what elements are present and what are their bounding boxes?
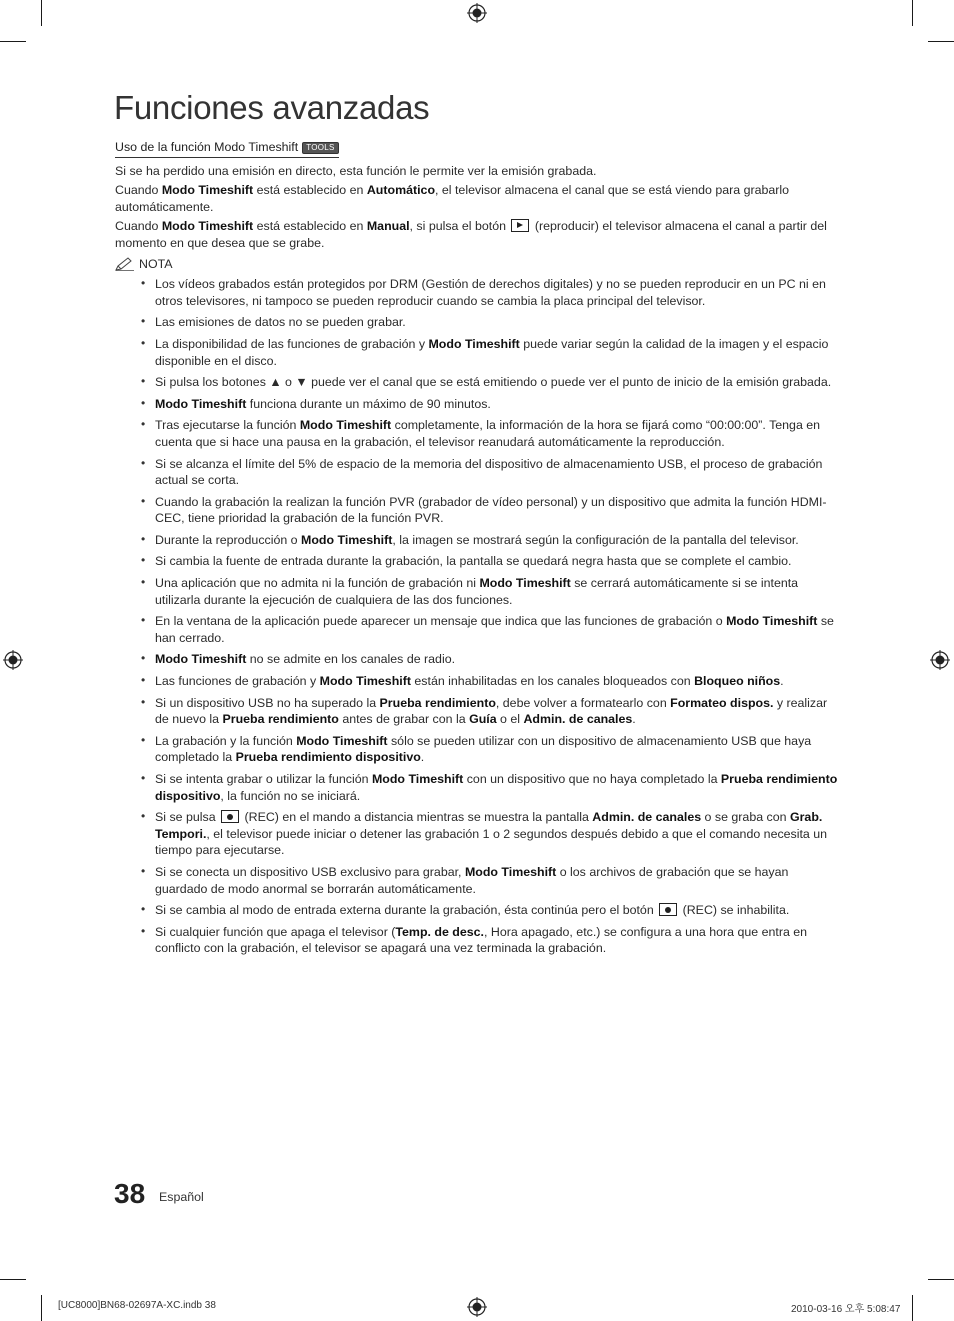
crop-mark	[928, 41, 954, 42]
note-text: o se graba con	[701, 810, 790, 825]
crop-mark	[0, 1279, 26, 1280]
note-text: no se admite en los canales de radio.	[246, 652, 456, 667]
note-term: Temp. de desc.	[395, 924, 484, 939]
print-slug-date: 2010-03-16 오후 5:08:47	[791, 1304, 901, 1315]
note-text: o los archivos de grabación que se hayan guardado de modo anormal se borrarán automáticamente.	[155, 864, 789, 896]
note-heading	[115, 256, 840, 273]
note-text: se cerrará automáticamente si se intenta utilizarla durante la ejecución de cualquiera de las dos funciones.	[155, 576, 799, 607]
note-text: Cuando la grabación la realizan la función PVR (grabador de vídeo personal) y un dispositivo que admita la función HDMI-CEC, tiene prioridad la grabación de la función PVR.	[155, 494, 827, 526]
pencil-note-icon	[115, 257, 135, 271]
note-term: Modo Timeshift	[371, 772, 464, 786]
section-heading	[115, 139, 339, 158]
note-text: Si cambia la fuente de entrada durante la grabación, la pantalla se quedará negra hasta que se complete el cambio.	[155, 554, 792, 569]
note-text: Si se intenta grabar o utilizar la función	[155, 772, 372, 786]
page-number: 38	[114, 1178, 146, 1209]
note-item	[115, 771, 840, 804]
note-text: La disponibilidad de las funciones de grabación y	[155, 336, 429, 351]
play-button-icon	[511, 219, 529, 232]
print-slug-file: [UC8000]BN68-02697A-XC.indb 38	[58, 1300, 216, 1311]
note-term: Modo Timeshift	[319, 674, 411, 689]
note-term: Bloqueo niños	[694, 674, 781, 689]
note-term: Modo Timeshift	[155, 396, 247, 411]
note-text: se han cerrado.	[155, 614, 834, 645]
page-title: Funciones avanzadas	[114, 89, 430, 126]
note-text: Si se cambia al modo de entrada externa durante la grabación, ésta continúa pero el botón	[155, 903, 658, 918]
note-label: NOTA	[139, 256, 173, 271]
note-text: Si pulsa los botones ▲ o ▼ puede ver el canal que se está emitiendo o puede ver el punto de inicio de la emisión grabada.	[155, 375, 832, 390]
note-item	[115, 336, 840, 369]
note-text: y realizar de nuevo la	[155, 695, 828, 727]
note-text: puede variar según la calidad de la imagen y el espacio disponible en el disco.	[155, 336, 829, 368]
note-text: Si un dispositivo USB no ha superado la	[155, 695, 380, 710]
note-item	[115, 314, 840, 331]
note-item	[115, 396, 840, 413]
tools-badge: TOOLS	[302, 142, 338, 154]
note-text: .	[780, 674, 784, 689]
note-term: Modo Timeshift	[155, 652, 247, 667]
auto-mode-paragraph: Cuando Modo Timeshift está establecido en Automático, el televisor almacena el canal que se está viendo para grabarlo automáticamente.	[115, 183, 790, 214]
note-term: Admin. de canales	[592, 810, 702, 825]
note-term: Modo Timeshift	[479, 576, 571, 591]
note-text: Las funciones de grabación y	[155, 674, 320, 689]
note-item	[115, 864, 840, 897]
note-text: , debe volver a formatearlo con	[495, 695, 671, 710]
note-text: Las emisiones de datos no se pueden grabar.	[155, 315, 406, 330]
note-text: .	[420, 750, 425, 765]
record-button-icon	[221, 810, 239, 823]
note-term: Modo Timeshift	[464, 864, 557, 879]
note-item	[115, 532, 840, 549]
note-item	[115, 809, 840, 859]
note-text: , Hora apagado, etc.) se configura a una hora que entra en conflicto con la grabación, el televisor se apagará una vez terminada la grabación.	[155, 924, 808, 956]
note-text: , la imagen se mostrará según la configuración de la pantalla del televisor.	[392, 532, 799, 547]
note-item	[115, 456, 840, 489]
note-term: Admin. de canales	[523, 712, 633, 727]
note-item	[115, 695, 840, 728]
note-text: Los vídeos grabados están protegidos por DRM (Gestión de derechos digitales) y no se pueden reproducir en un PC ni en otros televisores, ni tampoco se pueden reproducir cuando se cambia la placa principal del televisor.	[155, 277, 826, 308]
intro-paragraph: Si se ha perdido una emisión en directo, esta función le permite ver la emisión grabada.	[115, 163, 597, 178]
crop-mark	[41, 1295, 42, 1321]
registration-mark-icon	[467, 1297, 487, 1317]
note-term: Formateo dispos.	[670, 695, 774, 710]
note-item	[115, 924, 840, 957]
note-text: .	[632, 712, 636, 727]
note-text: Si se pulsa	[155, 810, 220, 825]
note-text: Si cualquier función que apaga el televisor (	[155, 924, 396, 939]
page-language: Español	[159, 1190, 204, 1204]
note-term: Prueba rendimiento	[379, 695, 496, 710]
note-term: Modo Timeshift	[296, 733, 388, 748]
note-item	[115, 374, 840, 391]
note-item	[115, 494, 840, 527]
note-item	[115, 613, 840, 646]
note-term: Prueba rendimiento	[222, 712, 339, 727]
note-text: antes de grabar con la	[338, 712, 470, 727]
record-button-icon	[659, 903, 677, 916]
crop-mark	[912, 1295, 913, 1321]
note-text: Si se conecta un dispositivo USB exclusivo para grabar,	[155, 864, 465, 879]
registration-mark-icon	[467, 3, 487, 23]
note-term: Guía	[469, 712, 497, 727]
note-text: Tras ejecutarse la función	[155, 418, 300, 433]
note-term: Prueba rendimiento dispositivo	[235, 750, 421, 765]
note-term: Modo Timeshift	[726, 614, 818, 629]
note-term: Modo Timeshift	[301, 532, 393, 547]
note-text: o el	[496, 712, 524, 727]
note-text: En la ventana de la aplicación puede aparecer un mensaje que indica que las funciones de grabación o	[155, 614, 727, 629]
registration-mark-icon	[930, 650, 950, 670]
note-text: Durante la reproducción o	[155, 532, 302, 547]
note-text: Una aplicación que no admita ni la función de grabación ni	[155, 576, 480, 591]
note-item	[115, 902, 840, 919]
manual-mode-paragraph: Cuando Modo Timeshift está establecido en Manual, si pulsa el botón (reproducir) el televisor almacena el canal a partir del momento en que desea que se grabe.	[115, 219, 827, 250]
note-item	[115, 673, 840, 690]
section-title: Uso de la función Modo Timeshift	[115, 140, 299, 154]
note-text: funciona durante un máximo de 90 minutos.	[246, 396, 491, 411]
note-item	[115, 417, 840, 450]
note-text: La grabación y la función	[155, 733, 297, 748]
registration-mark-icon	[3, 650, 23, 670]
main-content	[115, 139, 840, 962]
note-term: Grab. Tempori.	[155, 810, 823, 841]
note-text: están inhabilitadas en los canales bloqueados con	[410, 674, 695, 689]
note-text: con un dispositivo que no haya completado la	[463, 772, 721, 786]
note-text: , la función no se iniciará.	[220, 788, 361, 803]
note-item	[115, 276, 840, 309]
note-text: , el televisor puede iniciar o detener las grabación 1 o 2 segundos después debido a que el comando necesita un tiempo para ejecutarse.	[155, 826, 828, 858]
crop-mark	[41, 0, 42, 26]
note-term: Prueba rendimiento dispositivo	[155, 772, 838, 803]
note-text: (REC) se inhabilita.	[679, 903, 790, 918]
note-term: Modo Timeshift	[299, 418, 392, 433]
note-text: (REC) en el mando a distancia mientras se muestra la pantalla	[241, 810, 593, 825]
notes-list	[115, 276, 840, 957]
crop-mark	[912, 0, 913, 26]
crop-mark	[0, 41, 26, 42]
crop-mark	[928, 1279, 954, 1280]
note-term: Modo Timeshift	[428, 336, 520, 351]
note-text: Si se alcanza el límite del 5% de espacio de la memoria del dispositivo de almacenamiento USB, el proceso de grabación actual se corta.	[155, 456, 823, 488]
note-item	[115, 553, 840, 570]
note-item	[115, 733, 840, 766]
note-item	[115, 575, 840, 608]
note-item	[115, 651, 840, 668]
note-text: sólo se pueden utilizar con un dispositivo de almacenamiento USB que haya completado la	[155, 733, 812, 765]
note-text: completamente, la información de la hora se fijará como “00:00:00”. Tenga en cuenta que si hace una pausa en la grabación, el televisor reanudará automáticamente la reproducción.	[155, 418, 821, 449]
